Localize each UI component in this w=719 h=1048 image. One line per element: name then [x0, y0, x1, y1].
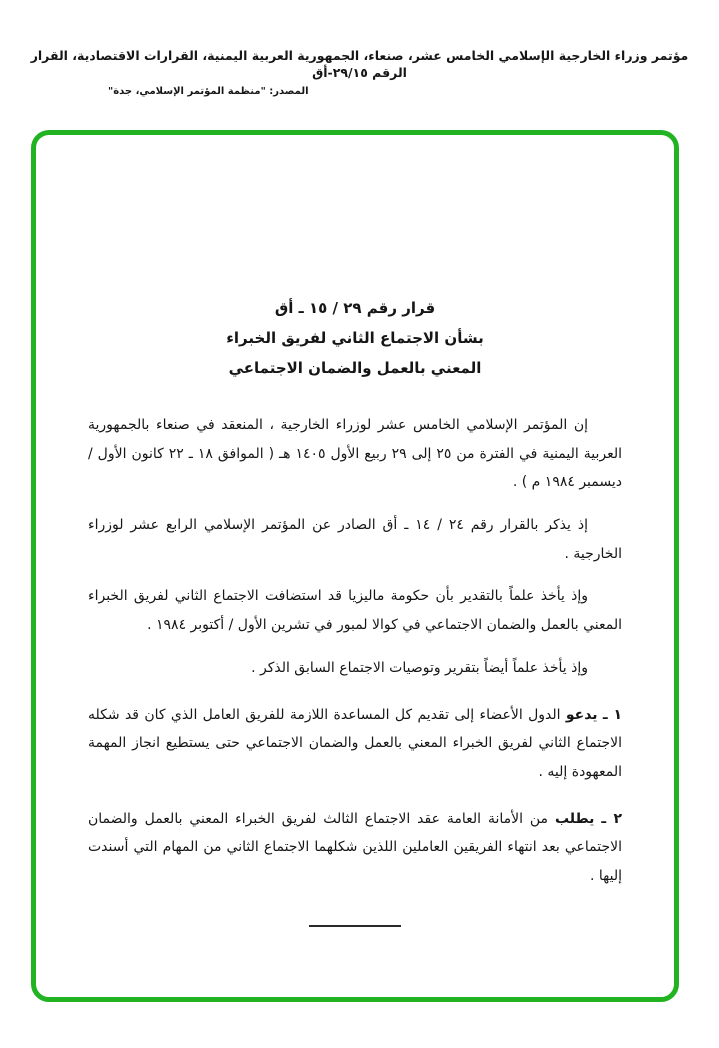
item-2-text: من الأمانة العامة عقد الاجتماع الثالث لفريق الخبراء المعني بالعمل والضمان الاجتماعي بعد انتهاء الفريقين العاملين اللذين شكلهما الاجتماع الثاني من المهام التي أسندت إليها .: [88, 810, 622, 884]
header-source: المصدر: "منظمة المؤتمر الإسلامي، جدة": [108, 85, 309, 97]
end-divider: [309, 925, 401, 927]
preamble-paragraph-3: وإذ يأخذ علماً بالتقدير بأن حكومة ماليزيا قد استضافت الاجتماع الثاني لفريق الخبراء المعني بالعمل والضمان الاجتماعي في كوالا لمبور في تشرين الأول / أكتوبر ١٩٨٤ .: [88, 588, 622, 634]
resolution-item-2: [88, 805, 622, 891]
resolution-item-1: [88, 701, 622, 787]
preamble-paragraph-1: إن المؤتمر الإسلامي الخامس عشر لوزراء الخارجية ، المنعقد في صنعاء بالجمهورية العربية اليمنية في الفترة من ٢٥ إلى ٢٩ ربيع الأول ١٤٠٥ هـ ( الموافق ١٨ ـ ٢٢ كانون الأول / ديسمبر ١٩٨٤ م ) .: [88, 417, 622, 491]
item-1-text: الدول الأعضاء إلى تقديم كل المساعدة اللازمة للفريق العامل الذي كان قد شكله الاجتماع الثاني لفريق الخبراء المعني بالعمل والضمان الاجتماعي حتى يستطيع انجاز المهمة المعهودة إليه .: [88, 706, 622, 780]
resolution-subject-line-2: المعني بالعمل والضمان الاجتماعي: [228, 359, 482, 377]
item-1-lead-verb: يدعو: [565, 706, 598, 723]
preamble-paragraph-2: إذ يذكر بالقرار رقم ٢٤ / ١٤ ـ أق الصادر عن المؤتمر الإسلامي الرابع عشر لوزراء الخارجية .: [88, 517, 622, 562]
item-2-number: ٢ ـ: [601, 810, 622, 827]
document-header: [0, 0, 719, 97]
preamble-paragraph-4: وإذ يأخذ علماً أيضاً بتقرير وتوصيات الاجتماع السابق الذكر .: [251, 659, 588, 676]
resolution-subject-line: بشأن الاجتماع الثاني لفريق الخبراء: [226, 329, 484, 347]
resolution-body: [88, 411, 622, 927]
item-2-lead-verb: يطلب: [554, 810, 595, 827]
resolution-number-line: قرار رقم ٢٩ / ١٥ ـ أق: [274, 299, 436, 317]
item-1-number: ١ ـ: [602, 706, 622, 723]
green-border-frame: [31, 130, 679, 1002]
resolution-title: [88, 293, 622, 383]
header-title: مؤتمر وزراء الخارجية الإسلامي الخامس عشر، صنعاء، الجمهورية العربية اليمنية، القرارات الاقتصادية، القرار الرقم ٢٩/١٥-أق: [30, 48, 689, 80]
